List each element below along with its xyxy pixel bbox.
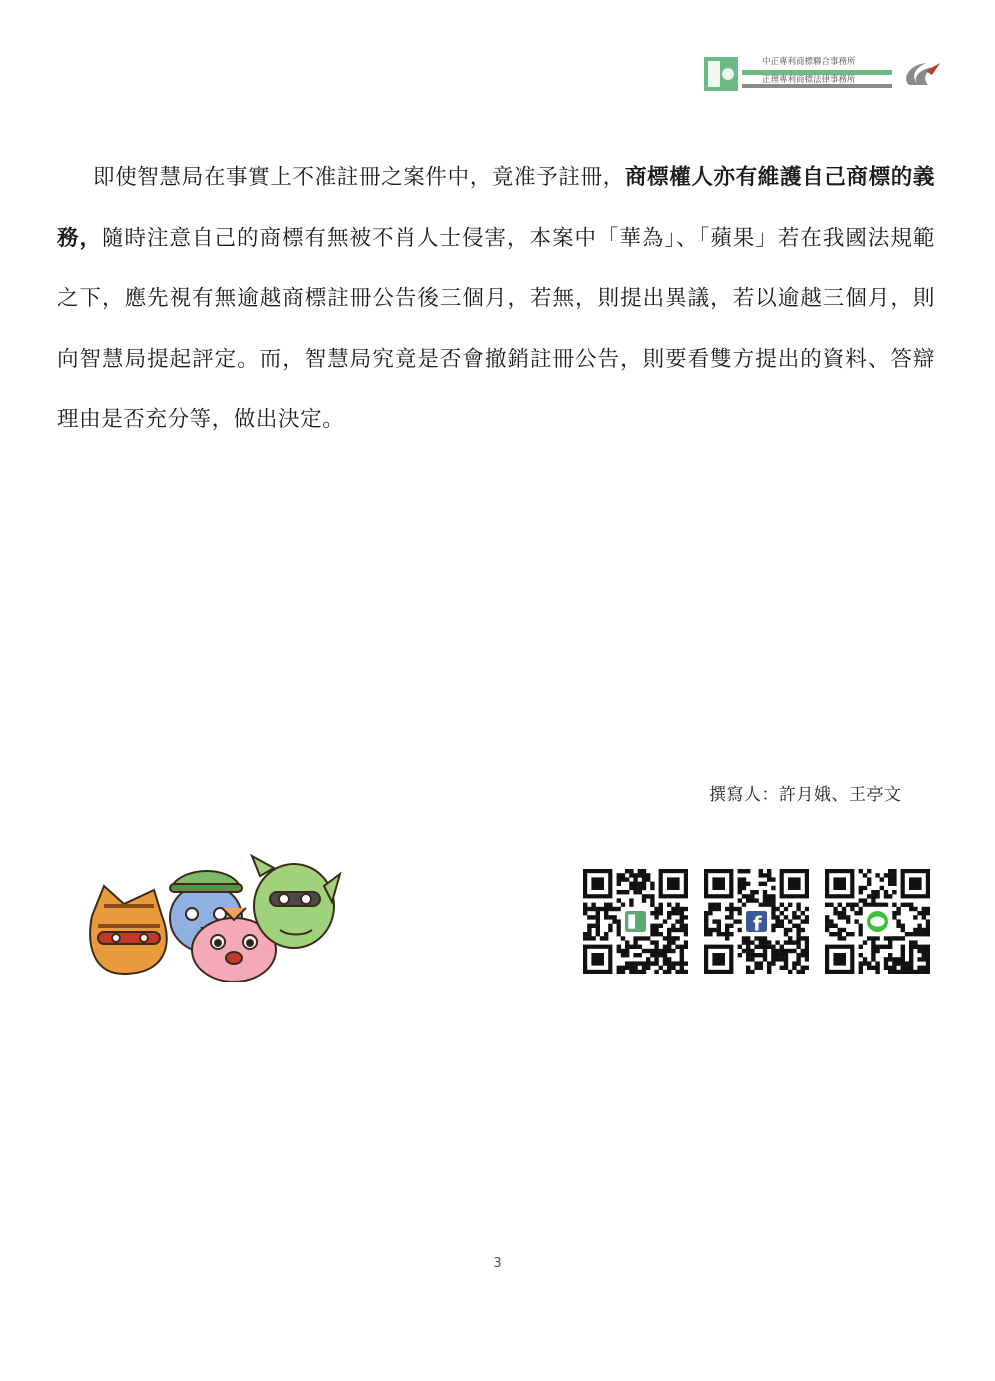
- office-logo: [704, 55, 940, 93]
- logo-line-2: 正理專利商標法律事務所: [762, 75, 856, 85]
- body-segment-bold: 商標權人亦有維護自己商標的義務，: [57, 165, 935, 251]
- qr-code-line[interactable]: [825, 869, 930, 974]
- mascots-illustration: [84, 846, 346, 982]
- page-number: 3: [493, 1256, 502, 1271]
- author-credit: 撰寫人：許月娥、王亭文: [709, 785, 902, 805]
- qr-code-website[interactable]: [583, 869, 688, 974]
- facebook-icon: [742, 907, 771, 936]
- body-segment-1: 即使智慧局在事實上不准註冊之案件中，竟准予註冊，: [93, 165, 625, 190]
- office-logo-icon: [621, 907, 650, 936]
- line-icon: [863, 907, 892, 936]
- body-segment-2: 隨時注意自己的商標有無被不肖人士侵害，本案中「華為」、「蘋果」若在我國法規範之下，應先視有無逾越商標註冊公告後三個月，若無，則提出異議，若以逾越三個月，則向智慧局提起評定。而，智慧局究竟是否會撤銷註冊公告，則要看雙方提出的資料、答辯理由是否充分等，做出決定。: [57, 225, 935, 432]
- svg-text:f: f: [753, 912, 762, 936]
- body-paragraph: [57, 148, 935, 451]
- logo-line-1: 中正專利商標聯合事務所: [762, 57, 856, 67]
- qr-code-facebook[interactable]: [704, 869, 809, 974]
